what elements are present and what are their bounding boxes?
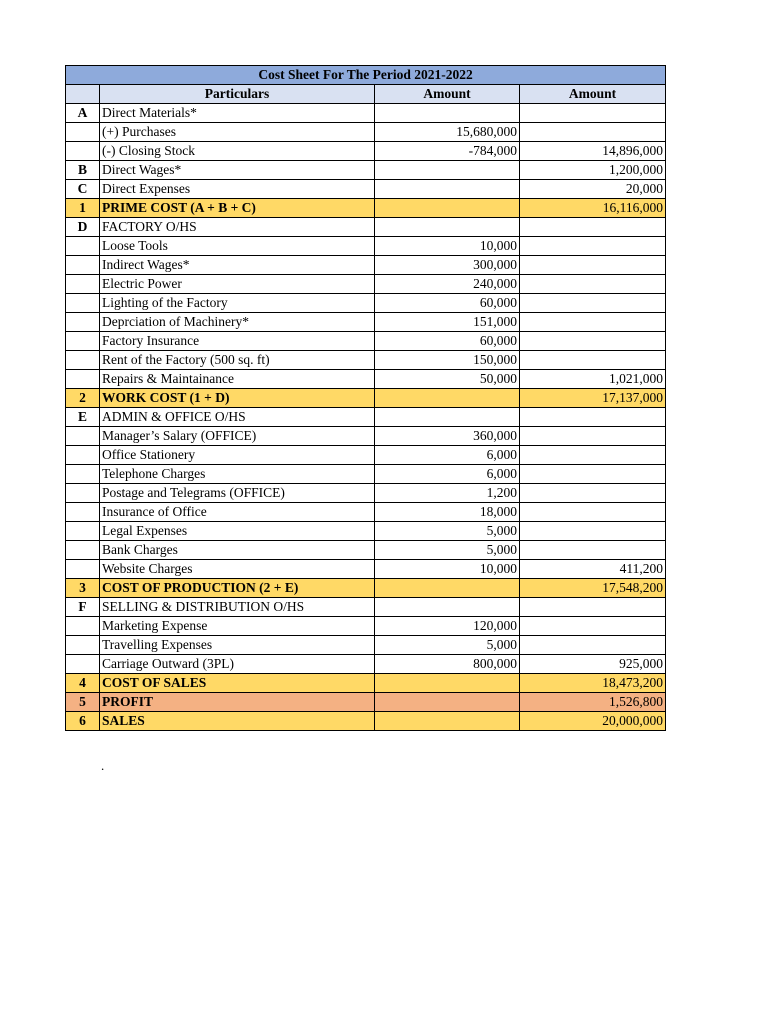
row-amount-2: 1,200,000 [520, 161, 666, 180]
row-amount-1 [375, 598, 520, 617]
row-amount-2 [520, 617, 666, 636]
row-amount-2 [520, 636, 666, 655]
table-row [66, 465, 666, 484]
row-code [66, 256, 100, 275]
row-code: 2 [66, 389, 100, 408]
row-code [66, 313, 100, 332]
row-amount-1 [375, 199, 520, 218]
row-amount-1: 15,680,000 [375, 123, 520, 142]
row-amount-1: 60,000 [375, 294, 520, 313]
row-particulars: (-) Closing Stock [100, 142, 375, 161]
row-amount-2: 14,896,000 [520, 142, 666, 161]
row-particulars: Deprciation of Machinery* [100, 313, 375, 332]
table-row [66, 275, 666, 294]
row-particulars: Insurance of Office [100, 503, 375, 522]
row-amount-1: 6,000 [375, 465, 520, 484]
row-code [66, 275, 100, 294]
row-code [66, 541, 100, 560]
row-code [66, 351, 100, 370]
row-amount-2 [520, 408, 666, 427]
cost-sheet-table [65, 65, 666, 731]
table-row [66, 332, 666, 351]
total-row [66, 674, 666, 693]
table-row [66, 636, 666, 655]
row-particulars: WORK COST (1 + D) [100, 389, 375, 408]
table-row [66, 484, 666, 503]
header-code [66, 85, 100, 104]
total-row [66, 579, 666, 598]
row-code: 1 [66, 199, 100, 218]
row-amount-2 [520, 465, 666, 484]
row-particulars: SALES [100, 712, 375, 731]
row-amount-2 [520, 522, 666, 541]
table-row [66, 351, 666, 370]
row-amount-1: 5,000 [375, 522, 520, 541]
table-row [66, 655, 666, 674]
row-code [66, 427, 100, 446]
row-code: E [66, 408, 100, 427]
table-row [66, 617, 666, 636]
row-amount-1: 300,000 [375, 256, 520, 275]
row-amount-2 [520, 294, 666, 313]
row-particulars: Bank Charges [100, 541, 375, 560]
row-code: 3 [66, 579, 100, 598]
row-amount-1 [375, 712, 520, 731]
table-row [66, 142, 666, 161]
row-amount-2 [520, 237, 666, 256]
row-particulars: COST OF SALES [100, 674, 375, 693]
row-amount-2 [520, 446, 666, 465]
row-amount-1: 60,000 [375, 332, 520, 351]
row-amount-2: 20,000 [520, 180, 666, 199]
row-amount-2 [520, 218, 666, 237]
row-amount-1: 10,000 [375, 237, 520, 256]
row-amount-2: 925,000 [520, 655, 666, 674]
row-particulars: Telephone Charges [100, 465, 375, 484]
row-amount-1: 5,000 [375, 636, 520, 655]
row-amount-2 [520, 275, 666, 294]
row-code: C [66, 180, 100, 199]
row-code: F [66, 598, 100, 617]
row-code: A [66, 104, 100, 123]
table-row [66, 522, 666, 541]
header-amount-2: Amount [520, 85, 666, 104]
row-particulars: PROFIT [100, 693, 375, 712]
row-amount-2 [520, 598, 666, 617]
row-particulars: (+) Purchases [100, 123, 375, 142]
row-particulars: Indirect Wages* [100, 256, 375, 275]
row-amount-1: 120,000 [375, 617, 520, 636]
row-code: 6 [66, 712, 100, 731]
row-particulars: Office Stationery [100, 446, 375, 465]
total-row [66, 199, 666, 218]
row-particulars: Direct Expenses [100, 180, 375, 199]
row-particulars: Manager’s Salary (OFFICE) [100, 427, 375, 446]
row-amount-1: 10,000 [375, 560, 520, 579]
row-amount-1: 18,000 [375, 503, 520, 522]
row-amount-1: 50,000 [375, 370, 520, 389]
table-row [66, 161, 666, 180]
row-amount-1 [375, 104, 520, 123]
table-row [66, 180, 666, 199]
row-particulars: Direct Wages* [100, 161, 375, 180]
row-particulars: Carriage Outward (3PL) [100, 655, 375, 674]
row-particulars: FACTORY O/HS [100, 218, 375, 237]
row-amount-2 [520, 503, 666, 522]
row-particulars: Website Charges [100, 560, 375, 579]
row-particulars: SELLING & DISTRIBUTION O/HS [100, 598, 375, 617]
table-row [66, 560, 666, 579]
header-amount-1: Amount [375, 85, 520, 104]
row-amount-2: 1,526,800 [520, 693, 666, 712]
row-particulars: Repairs & Maintainance [100, 370, 375, 389]
row-code [66, 446, 100, 465]
row-amount-1: -784,000 [375, 142, 520, 161]
header-particulars: Particulars [100, 85, 375, 104]
row-amount-2 [520, 313, 666, 332]
row-code [66, 294, 100, 313]
row-code [66, 655, 100, 674]
row-amount-2: 1,021,000 [520, 370, 666, 389]
row-particulars: Marketing Expense [100, 617, 375, 636]
cost-rows [66, 104, 666, 731]
row-particulars: Loose Tools [100, 237, 375, 256]
table-row [66, 237, 666, 256]
row-amount-2 [520, 541, 666, 560]
cost-sheet [65, 65, 665, 731]
row-particulars: PRIME COST (A + B + C) [100, 199, 375, 218]
row-amount-2 [520, 104, 666, 123]
profit-row [66, 693, 666, 712]
row-amount-2: 411,200 [520, 560, 666, 579]
row-amount-2 [520, 123, 666, 142]
row-amount-1: 800,000 [375, 655, 520, 674]
row-amount-1: 240,000 [375, 275, 520, 294]
row-amount-2: 20,000,000 [520, 712, 666, 731]
row-amount-2 [520, 484, 666, 503]
table-row [66, 598, 666, 617]
row-particulars: Travelling Expenses [100, 636, 375, 655]
row-code [66, 465, 100, 484]
table-row [66, 256, 666, 275]
row-code: B [66, 161, 100, 180]
row-amount-2 [520, 256, 666, 275]
row-particulars: COST OF PRODUCTION (2 + E) [100, 579, 375, 598]
row-amount-2: 18,473,200 [520, 674, 666, 693]
table-row [66, 370, 666, 389]
row-code [66, 636, 100, 655]
row-code: D [66, 218, 100, 237]
row-code [66, 617, 100, 636]
row-amount-1 [375, 693, 520, 712]
table-row [66, 408, 666, 427]
row-amount-2: 17,137,000 [520, 389, 666, 408]
footnote-mark: . [101, 758, 105, 773]
table-row [66, 123, 666, 142]
row-amount-2 [520, 351, 666, 370]
table-row [66, 503, 666, 522]
row-code [66, 484, 100, 503]
row-amount-2 [520, 332, 666, 351]
header-row [66, 85, 666, 104]
row-code [66, 123, 100, 142]
row-code [66, 503, 100, 522]
table-row [66, 294, 666, 313]
row-particulars: ADMIN & OFFICE O/HS [100, 408, 375, 427]
row-particulars: Legal Expenses [100, 522, 375, 541]
row-amount-1 [375, 161, 520, 180]
table-row [66, 313, 666, 332]
row-amount-1: 150,000 [375, 351, 520, 370]
row-amount-1: 1,200 [375, 484, 520, 503]
table-row [66, 104, 666, 123]
row-code: 5 [66, 693, 100, 712]
row-amount-1: 360,000 [375, 427, 520, 446]
total-row [66, 389, 666, 408]
row-amount-1 [375, 389, 520, 408]
row-amount-1 [375, 408, 520, 427]
row-amount-1: 151,000 [375, 313, 520, 332]
row-amount-1 [375, 579, 520, 598]
row-particulars: Rent of the Factory (500 sq. ft) [100, 351, 375, 370]
row-amount-1 [375, 180, 520, 199]
table-row [66, 541, 666, 560]
row-code [66, 522, 100, 541]
row-particulars: Postage and Telegrams (OFFICE) [100, 484, 375, 503]
row-code [66, 370, 100, 389]
sheet-title: Cost Sheet For The Period 2021-2022 [66, 66, 666, 85]
row-code [66, 142, 100, 161]
table-row [66, 218, 666, 237]
table-row [66, 427, 666, 446]
row-code [66, 560, 100, 579]
title-row [66, 66, 666, 85]
table-row [66, 446, 666, 465]
total-row [66, 712, 666, 731]
row-code [66, 332, 100, 351]
row-amount-1: 6,000 [375, 446, 520, 465]
row-particulars: Direct Materials* [100, 104, 375, 123]
row-particulars: Electric Power [100, 275, 375, 294]
row-amount-2 [520, 427, 666, 446]
row-amount-1 [375, 674, 520, 693]
row-amount-1: 5,000 [375, 541, 520, 560]
row-particulars: Lighting of the Factory [100, 294, 375, 313]
row-amount-2: 17,548,200 [520, 579, 666, 598]
row-amount-2: 16,116,000 [520, 199, 666, 218]
row-amount-1 [375, 218, 520, 237]
row-particulars: Factory Insurance [100, 332, 375, 351]
row-code [66, 237, 100, 256]
row-code: 4 [66, 674, 100, 693]
